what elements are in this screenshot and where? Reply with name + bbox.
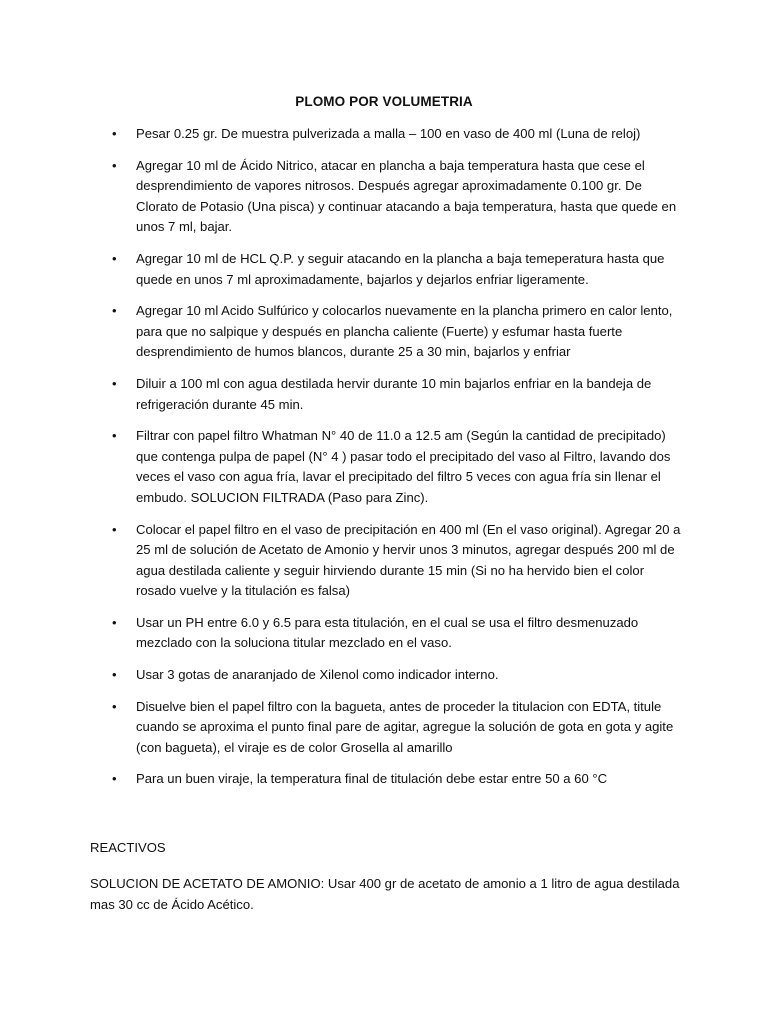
- step-text: Agregar 10 ml Acido Sulfúrico y colocarlos nuevamente en la plancha primero en calor lento, para que no salpique y después en plancha caliente (Fuerte) y esfumar hasta fuerte desprendimiento de humos blancos, durante 25 a 30 min, bajarlos y enfriar: [136, 303, 673, 360]
- bullet-icon: •: [112, 126, 117, 141]
- bullet-icon: •: [112, 157, 117, 173]
- step-text: Agregar 10 ml de Ácido Nitrico, atacar en plancha a baja temperatura hasta que cese el desprendimiento de vapores nitrosos. Después agregar aproximadamente 0.100 gr. De Clorato de Potasio (Una pisca) y continuar atacando a baja temperatura, hasta que quede en unos 7 ml, bajar.: [136, 157, 677, 235]
- procedure-step: [112, 426, 682, 508]
- procedure-step: [112, 374, 682, 415]
- reagents-heading: REACTIVOS: [90, 840, 166, 855]
- bullet-icon: •: [112, 250, 117, 266]
- step-text: Usar 3 gotas de anaranjado de Xilenol como indicador interno.: [136, 667, 499, 683]
- procedure-step: [112, 249, 682, 290]
- procedure-step: [112, 665, 682, 686]
- step-text: Filtrar con papel filtro Whatman N° 40 de 11.0 a 12.5 am (Según la cantidad de precipitado) que contenga pulpa de papel (N° 4 ) pasar todo el precipitado del vaso al Filtro, lavando dos veces el vaso con agua fría, lavar el precipitado del filtro 5 veces con agua fría sin llenar el embudo. SOLUCION FILTRADA (Paso para Zinc).: [136, 428, 671, 505]
- bullet-icon: •: [112, 667, 117, 683]
- bullet-icon: •: [112, 303, 117, 319]
- bullet-icon: •: [112, 771, 117, 787]
- step-text: Colocar el papel filtro en el vaso de precipitación en 400 ml (En el vaso original). Agregar 20 a 25 ml de solución de Acetato de Amonio y hervir unos 3 minutos, agregar después 200 ml de agua destilada caliente y seguir hirviendo durante 15 min (Si no ha hervido bien el color rosado vuelve y la titulación es falsa): [136, 521, 681, 599]
- document-title: PLOMO POR VOLUMETRIA: [295, 94, 473, 109]
- step-text: Usar un PH entre 6.0 y 6.5 para esta titulación, en el cual se usa el filtro desmenuzado mezclado con la soluciona titular mezclado en el vaso.: [136, 614, 639, 651]
- step-text: Agregar 10 ml de HCL Q.P. y seguir atacando en la plancha a baja temeperatura hasta que quede en unos 7 ml aproximadamente, bajarlos y dejarlos enfriar ligeramente.: [136, 250, 665, 287]
- procedure-step: [112, 613, 682, 654]
- bullet-icon: •: [112, 698, 117, 714]
- procedure-steps-list: [112, 124, 682, 801]
- step-text: Pesar 0.25 gr. De muestra pulverizada a malla – 100 en vaso de 400 ml (Luna de reloj): [136, 126, 641, 141]
- procedure-step: [112, 520, 682, 602]
- bullet-icon: •: [112, 614, 117, 630]
- step-text: Para un buen viraje, la temperatura final de titulación debe estar entre 50 a 60 °C: [136, 771, 608, 787]
- procedure-step: [112, 697, 682, 759]
- bullet-icon: •: [112, 521, 117, 537]
- procedure-step: [112, 301, 682, 363]
- bullet-icon: •: [112, 428, 117, 444]
- step-text: Diluir a 100 ml con agua destilada hervir durante 10 min bajarlos enfriar en la bandeja de refrigeración durante 45 min.: [136, 375, 652, 412]
- bullet-icon: •: [112, 375, 117, 391]
- step-text: Disuelve bien el papel filtro con la bagueta, antes de proceder la titulacion con EDTA, titule cuando se aproxima el punto final pare de agitar, agregue la solución de gota en gota y agite (con bagueta), el viraje es de color Grosella al amarillo: [136, 698, 674, 755]
- procedure-step: [112, 124, 682, 145]
- reagent-description: SOLUCION DE ACETATO DE AMONIO: Usar 400 gr de acetato de amonio a 1 litro de agua destilada mas 30 cc de Ácido Acético.: [90, 876, 680, 912]
- procedure-step: [112, 769, 682, 790]
- procedure-step: [112, 156, 682, 238]
